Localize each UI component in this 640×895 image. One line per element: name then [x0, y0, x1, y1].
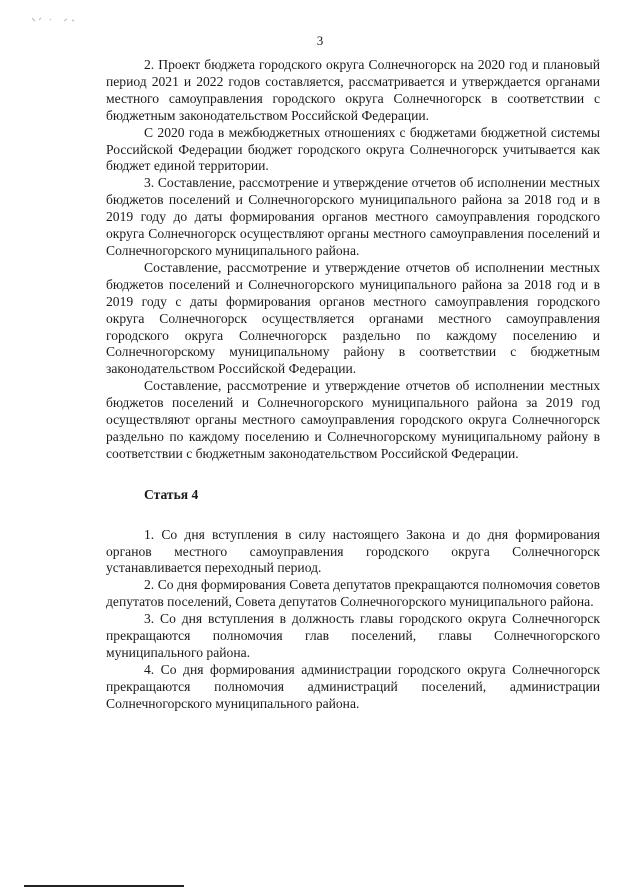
paragraph: 2. Со дня формирования Совета депутатов прекращаются полномочия советов депутатов поселений, Совета депутатов Солнечногорского муниципального района. [106, 577, 600, 610]
paragraph: 1. Со дня вступления в силу настоящего Закона и до дня формирования органов местного самоуправления городского округа Солнечногорск устанавливается переходный период. [106, 526, 600, 576]
paragraph: 4. Со дня формирования администрации городского округа Солнечногорск прекращаются полномочия администраций поселений, администрации Солнечногорского муниципального района. [106, 661, 600, 711]
footer-rule [24, 885, 184, 887]
paragraph: 3. Со дня вступления в должность главы городского округа Солнечногорск прекращаются полномочия глав поселений, главы Солнечногорского муниципального района. [106, 611, 600, 660]
article-heading: Статья 4 [144, 486, 199, 502]
paragraph: С 2020 года в межбюджетных отношениях с бюджетами бюджетной системы Российской Федерации бюджет городского округа Солнечногорск учитывается как бюджет единой территории. [106, 124, 600, 174]
page-number: 3 [316, 33, 324, 48]
paragraph: Составление, рассмотрение и утверждение отчетов об исполнении местных бюджетов поселений и Солнечногорского муниципального района за 2018 год и в 2019 году с даты формирования органов местного самоуправления городского округа Солнечногорск осуществляется органами местного самоуправления городского округа Солнечногорск раздельно по каждому поселению и Солнечногорскому муниципальному району в соответствии с бюджетным законодательством Российской Федерации. [106, 259, 600, 377]
document-body [106, 57, 600, 713]
scan-artifact-mark [30, 14, 78, 24]
paragraph: 3. Составление, рассмотрение и утверждение отчетов об исполнении местных бюджетов поселений и Солнечногорского муниципального района за 2018 год и в 2019 году до даты формирования органов местного самоуправления городского округа Солнечногорск осуществляют органы местного самоуправления поселений и Солнечногорского муниципального района. [106, 175, 600, 258]
paragraph: 2. Проект бюджета городского округа Солнечногорск на 2020 год и плановый период 2021 и 2022 годов составляется, рассматривается и утверждается органами местного самоуправления городского округа Солнечногорск в соответствии с бюджетным законодательством Российской Федерации. [106, 57, 600, 123]
paragraph: Составление, рассмотрение и утверждение отчетов об исполнении местных бюджетов поселений и Солнечногорского муниципального района за 2019 год осуществляют органы местного самоуправления городского округа Солнечногорск раздельно по каждому поселению и Солнечногорскому муниципальному району в соответствии с бюджетным законодательством Российской Федерации. [106, 378, 600, 461]
